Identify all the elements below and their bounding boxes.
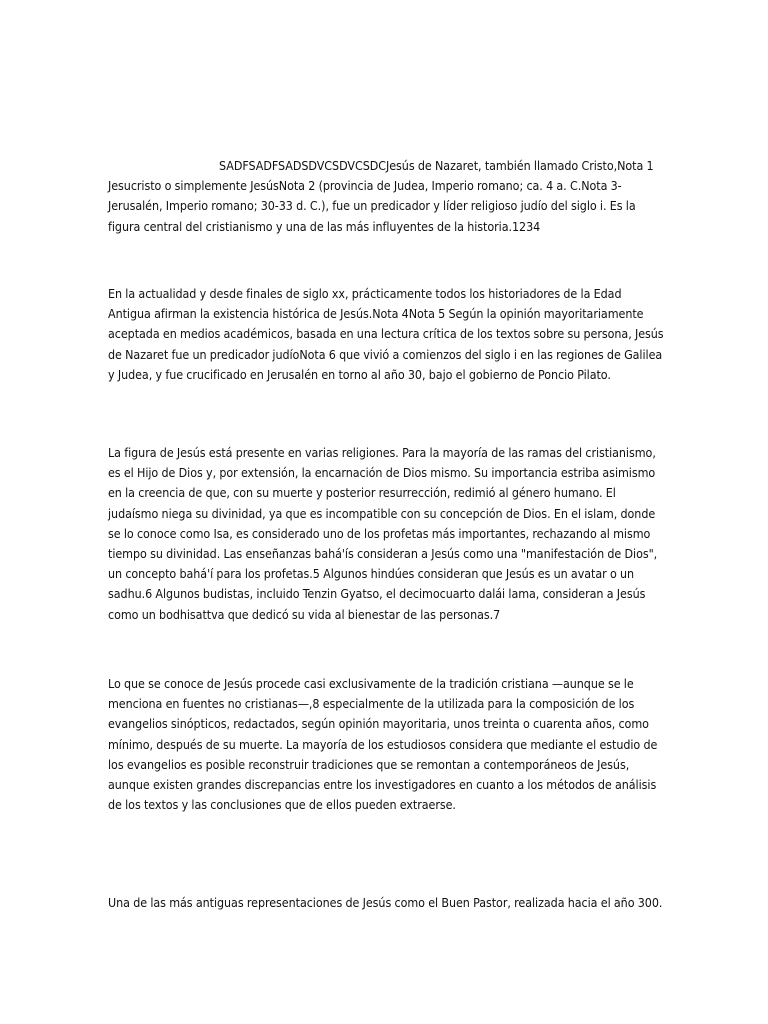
paragraph-intro: SADFSADFSADSDVCSDVCSDCJesús de Nazaret, también llamado Cristo,Nota 1 Jesucristo o simplemente JesúsNota 2 (provincia de Judea, Imperio romano; ca. 4 a. C.Nota 3-Jerusalén, Imperio romano; 30-33 d. C.), fue un predicador y líder religioso judío del siglo i. Es la figura central del cristianismo y una de las más influyentes de la historia.1234 <box>108 158 654 234</box>
paragraph-image-caption: Una de las más antiguas representaciones de Jesús como el Buen Pastor, realizada hacia el año 300. <box>108 895 663 910</box>
paragraph-sources: Lo que se conoce de Jesús procede casi exclusivamente de la tradición cristiana —aunque se le menciona en fuentes no cristianas—,8 especialmente de la utilizada para la composición de los evangelios sinópticos, redactados, según opinión mayoritaria, unos treinta o cuarenta años, como mínimo, después de su muerte. La mayoría de los estudiosos considera que mediante el estudio de los evangelios es posible reconstruir tradiciones que se remontan a contemporáneos de Jesús, aunque existen grandes discrepancias entre los investigadores en cuanto a los métodos de análisis de los textos y las conclusiones que de ellos pueden extraerse. <box>108 676 658 813</box>
paragraph-religions: La figura de Jesús está presente en varias religiones. Para la mayoría de las ramas del cristianismo, es el Hijo de Dios y, por extensión, la encarnación de Dios mismo. Su importancia estriba asimismo en la creencia de que, con su muerte y posterior resurrección, redimió al género humano. El judaísmo niega su divinidad, ya que es incompatible con su concepción de Dios. En el islam, donde se lo conoce como Isa, es considerado uno de los profetas más importantes, rechazando al mismo tiempo su divinidad. Las enseñanzas bahá'ís consideran a Jesús como una "manifestación de Dios", un concepto bahá'í para los profetas.5 Algunos hindúes consideran que Jesús es un avatar o un sadhu.6 Algunos budistas, incluido Tenzin Gyatso, el decimocuarto dalái lama, consideran a Jesús como un bodhisattva que dedicó su vida al bienestar de las personas.7 <box>108 445 658 622</box>
paragraph-historicity: En la actualidad y desde finales de siglo xx, prácticamente todos los historiadores de la Edad Antigua afirman la existencia histórica de Jesús.Nota 4Nota 5 Según la opinión mayoritariamente aceptada en medios académicos, basada en una lectura crítica de los textos sobre su persona, Jesús de Nazaret fue un predicador judíoNota 6 que vivió a comienzos del siglo i en las regiones de Galilea y Judea, y fue crucificado en Jerusalén en torno al año 30, bajo el gobierno de Poncio Pilato. <box>108 286 664 382</box>
